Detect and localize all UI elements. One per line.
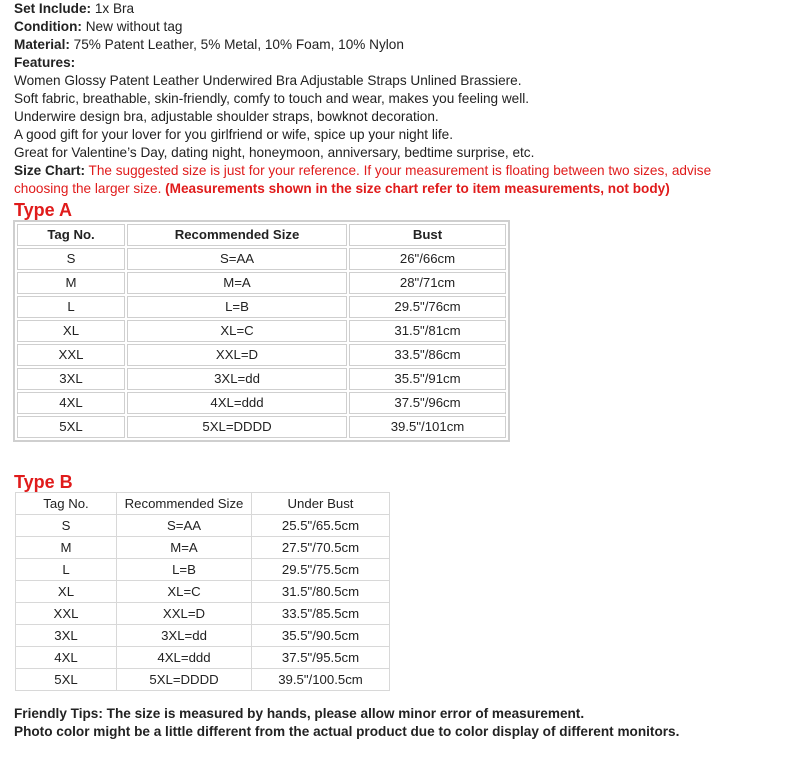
table-cell: XL (17, 320, 125, 342)
table-row (16, 603, 390, 625)
table-cell: XXL=D (117, 603, 252, 625)
table-cell: L=B (127, 296, 347, 318)
table-cell: 27.5"/70.5cm (252, 537, 390, 559)
table-cell: XXL=D (127, 344, 347, 366)
features-heading (14, 54, 804, 72)
table-row (17, 248, 506, 270)
table-cell: 29.5"/76cm (349, 296, 506, 318)
feature-line: Underwire design bra, adjustable shoulder straps, bowknot decoration. (14, 109, 439, 124)
table-row (17, 320, 506, 342)
table-cell: 28"/71cm (349, 272, 506, 294)
table-cell: 4XL (17, 392, 125, 414)
table-cell: 33.5"/85.5cm (252, 603, 390, 625)
colon: : (77, 19, 82, 34)
table-cell: 31.5"/80.5cm (252, 581, 390, 603)
type-a-title: Type A (14, 200, 73, 220)
table-cell: 5XL=DDDD (127, 416, 347, 438)
type-b-size-table (15, 492, 390, 691)
feature-line: A good gift for your lover for you girlfriend or wife, spice up your night life. (14, 127, 453, 142)
column-header: Recommended Size (127, 224, 347, 246)
product-description (14, 0, 804, 741)
table-cell: 3XL (16, 625, 117, 647)
table-row (16, 537, 390, 559)
detail-set-include (14, 0, 804, 18)
feature-line: Women Glossy Patent Leather Underwired Bra Adjustable Straps Unlined Brassiere. (14, 73, 522, 88)
table-cell: 37.5"/96cm (349, 392, 506, 414)
table-row (16, 515, 390, 537)
table-cell: 4XL (16, 647, 117, 669)
table-cell: XL=C (127, 320, 347, 342)
colon: : (80, 163, 86, 178)
table-row (16, 669, 390, 691)
table-cell: S=AA (127, 248, 347, 270)
table-cell: L (16, 559, 117, 581)
detail-material (14, 36, 804, 54)
table-cell: 4XL=ddd (127, 392, 347, 414)
detail-value: 1x Bra (91, 1, 135, 16)
table-cell: 31.5"/81cm (349, 320, 506, 342)
table-header-row (16, 493, 390, 515)
table-cell: XL (16, 581, 117, 603)
detail-value: 75% Patent Leather, 5% Metal, 10% Foam, 10% Nylon (69, 37, 404, 52)
table-cell: 33.5"/86cm (349, 344, 506, 366)
table-cell: 26"/66cm (349, 248, 506, 270)
table-cell: M=A (127, 272, 347, 294)
table-cell: 3XL (17, 368, 125, 390)
table-cell: XXL (17, 344, 125, 366)
detail-condition (14, 18, 804, 36)
table-cell: 25.5"/65.5cm (252, 515, 390, 537)
table-row (17, 272, 506, 294)
table-cell: L (17, 296, 125, 318)
table-cell: M (16, 537, 117, 559)
table-cell: XXL (16, 603, 117, 625)
column-header: Recommended Size (117, 493, 252, 515)
table-row (17, 344, 506, 366)
size-chart-note (14, 162, 714, 198)
table-cell: 37.5"/95.5cm (252, 647, 390, 669)
table-row (17, 416, 506, 438)
table-cell: S (16, 515, 117, 537)
table-cell: 39.5"/101cm (349, 416, 506, 438)
table-row (17, 392, 506, 414)
table-cell: M=A (117, 537, 252, 559)
features-label: Features (14, 55, 71, 70)
table-cell: 29.5"/75.5cm (252, 559, 390, 581)
table-cell: S (17, 248, 125, 270)
table-cell: M (17, 272, 125, 294)
column-header: Bust (349, 224, 506, 246)
type-b-title: Type B (14, 472, 73, 492)
table-header-row (17, 224, 506, 246)
size-chart-measurement-note: (Measurements shown in the size chart refer to item measurements, not body) (165, 181, 670, 196)
colon: : (70, 55, 76, 70)
friendly-tip: Friendly Tips: The size is measured by hands, please allow minor error of measurement. (14, 706, 585, 721)
table-cell: XL=C (117, 581, 252, 603)
table-cell: 5XL (17, 416, 125, 438)
table-cell: 35.5"/90.5cm (252, 625, 390, 647)
column-header: Tag No. (17, 224, 125, 246)
feature-line: Great for Valentine’s Day, dating night, honeymoon, anniversary, bedtime surprise, etc. (14, 145, 535, 160)
table-row (17, 368, 506, 390)
size-chart-label: Size Chart (14, 163, 81, 178)
table-cell: S=AA (117, 515, 252, 537)
table-cell: 5XL (16, 669, 117, 691)
table-row (17, 296, 506, 318)
column-header: Under Bust (252, 493, 390, 515)
table-cell: 3XL=dd (127, 368, 347, 390)
table-cell: 39.5"/100.5cm (252, 669, 390, 691)
feature-line: Soft fabric, breathable, skin-friendly, comfy to touch and wear, makes you feeling well. (14, 91, 530, 106)
table-cell: 5XL=DDDD (117, 669, 252, 691)
colon: : (65, 37, 70, 52)
detail-label: Set Include (14, 1, 87, 16)
detail-label: Material (14, 37, 66, 52)
table-cell: 3XL=dd (117, 625, 252, 647)
table-row (16, 647, 390, 669)
detail-label: Condition (14, 19, 78, 34)
table-cell: 35.5"/91cm (349, 368, 506, 390)
table-cell: 4XL=ddd (117, 647, 252, 669)
colon: : (86, 1, 92, 16)
type-a-size-table (13, 220, 510, 442)
table-cell: L=B (117, 559, 252, 581)
table-row (16, 559, 390, 581)
table-row (16, 581, 390, 603)
table-row (16, 625, 390, 647)
color-disclaimer: Photo color might be a little different from the actual product due to color display of different monitors. (14, 724, 680, 739)
size-chart-advice: The suggested size is just for your reference. If your measurement is floating between two sizes, advise choosing the larger size. (14, 163, 712, 196)
detail-value: New without tag (81, 19, 183, 34)
column-header: Tag No. (16, 493, 117, 515)
